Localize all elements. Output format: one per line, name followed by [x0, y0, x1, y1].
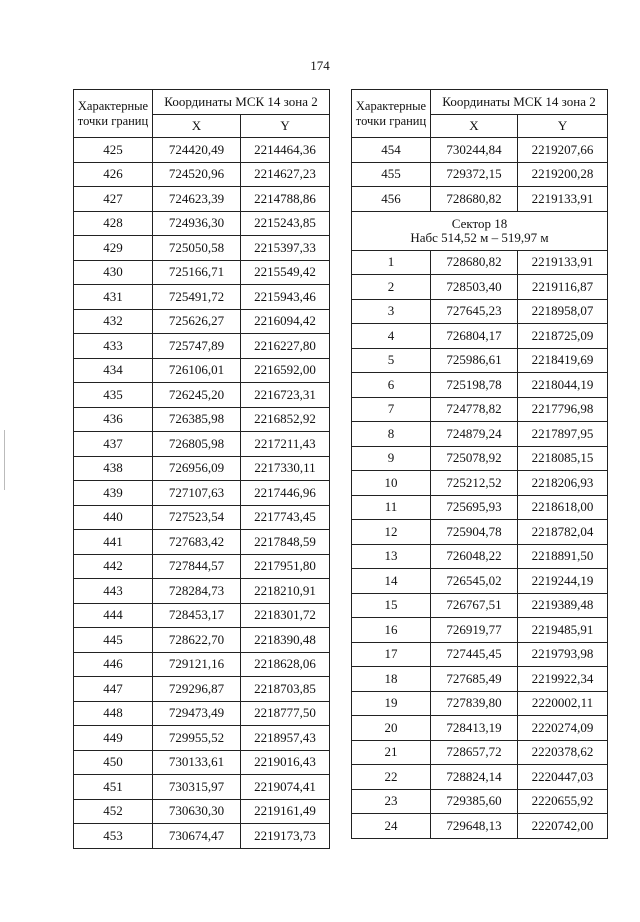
point-number-cell: 17 — [352, 642, 431, 667]
table-row — [74, 407, 330, 432]
y-coordinate-cell: 2218957,43 — [241, 726, 330, 751]
y-coordinate-cell: 2218419,69 — [518, 348, 608, 373]
table-row — [74, 309, 330, 334]
y-coordinate-cell: 2218390,48 — [241, 628, 330, 653]
point-number-cell: 452 — [74, 799, 153, 824]
table-row — [74, 628, 330, 653]
x-coordinate-cell: 726767,51 — [431, 593, 518, 618]
point-number-cell: 455 — [352, 162, 431, 187]
y-coordinate-cell: 2219161,49 — [241, 799, 330, 824]
y-coordinate-cell: 2218725,09 — [518, 324, 608, 349]
y-coordinate-cell: 2218628,06 — [241, 652, 330, 677]
table-row — [74, 726, 330, 751]
y-coordinate-cell: 2216723,31 — [241, 383, 330, 408]
x-coordinate-cell: 724420,49 — [153, 138, 241, 163]
point-number-cell: 453 — [74, 824, 153, 849]
x-coordinate-cell: 727839,80 — [431, 691, 518, 716]
y-coordinate-cell: 2217211,43 — [241, 432, 330, 457]
point-number-cell: 435 — [74, 383, 153, 408]
table-row — [352, 324, 608, 349]
point-number-cell: 440 — [74, 505, 153, 530]
table-row — [74, 799, 330, 824]
x-coordinate-cell: 726919,77 — [431, 618, 518, 643]
x-coordinate-cell: 725078,92 — [431, 446, 518, 471]
x-coordinate-cell: 727844,57 — [153, 554, 241, 579]
x-coordinate-cell: 725747,89 — [153, 334, 241, 359]
y-coordinate-cell: 2219016,43 — [241, 750, 330, 775]
table-row — [74, 260, 330, 285]
x-coordinate-cell: 728503,40 — [431, 275, 518, 300]
header-coordinates-system: Координаты МСК 14 зона 2 — [153, 90, 330, 115]
header-coordinates-system: Координаты МСК 14 зона 2 — [431, 90, 608, 115]
y-coordinate-cell: 2215397,33 — [241, 236, 330, 261]
table-row — [352, 187, 608, 212]
table-row — [352, 471, 608, 496]
x-coordinate-cell: 725986,61 — [431, 348, 518, 373]
y-coordinate-cell: 2214788,86 — [241, 187, 330, 212]
table-row — [352, 422, 608, 447]
header-characteristic-points — [352, 90, 431, 138]
x-coordinate-cell: 725904,78 — [431, 520, 518, 545]
y-coordinate-cell: 2219074,41 — [241, 775, 330, 800]
x-coordinate-cell: 730244,84 — [431, 138, 518, 163]
table-row — [352, 250, 608, 275]
x-coordinate-cell: 726245,20 — [153, 383, 241, 408]
table-row — [352, 162, 608, 187]
x-coordinate-cell: 727523,54 — [153, 505, 241, 530]
x-coordinate-cell: 728284,73 — [153, 579, 241, 604]
x-coordinate-cell: 729648,13 — [431, 814, 518, 839]
point-number-cell: 436 — [74, 407, 153, 432]
point-number-cell: 444 — [74, 603, 153, 628]
x-coordinate-cell: 727683,42 — [153, 530, 241, 555]
table-row — [352, 740, 608, 765]
table-row — [74, 701, 330, 726]
table-row — [74, 530, 330, 555]
point-number-cell: 8 — [352, 422, 431, 447]
left-table-body — [74, 138, 330, 849]
y-coordinate-cell: 2214627,23 — [241, 162, 330, 187]
point-number-cell: 7 — [352, 397, 431, 422]
table-row — [74, 554, 330, 579]
point-number-cell: 449 — [74, 726, 153, 751]
y-coordinate-cell: 2220274,09 — [518, 716, 608, 741]
table-row — [352, 373, 608, 398]
x-coordinate-cell: 729121,16 — [153, 652, 241, 677]
point-number-cell: 450 — [74, 750, 153, 775]
y-coordinate-cell: 2216592,00 — [241, 358, 330, 383]
x-coordinate-cell: 728680,82 — [431, 187, 518, 212]
table-row — [74, 481, 330, 506]
table-row — [74, 138, 330, 163]
sector-height-range: Набс 514,52 м – 519,97 м — [410, 229, 549, 245]
x-coordinate-cell: 724778,82 — [431, 397, 518, 422]
x-coordinate-cell: 727107,63 — [153, 481, 241, 506]
header-y: Y — [518, 115, 608, 138]
x-coordinate-cell: 724520,96 — [153, 162, 241, 187]
point-number-cell: 447 — [74, 677, 153, 702]
x-coordinate-cell: 730315,97 — [153, 775, 241, 800]
x-coordinate-cell: 725212,52 — [431, 471, 518, 496]
table-row — [352, 667, 608, 692]
point-number-cell: 2 — [352, 275, 431, 300]
x-coordinate-cell: 730674,47 — [153, 824, 241, 849]
x-coordinate-cell: 728413,19 — [431, 716, 518, 741]
y-coordinate-cell: 2219485,91 — [518, 618, 608, 643]
scan-edge-mark — [4, 430, 5, 490]
y-coordinate-cell: 2215243,85 — [241, 211, 330, 236]
y-coordinate-cell: 2214464,36 — [241, 138, 330, 163]
x-coordinate-cell: 730630,30 — [153, 799, 241, 824]
y-coordinate-cell: 2217330,11 — [241, 456, 330, 481]
table-row — [352, 691, 608, 716]
table-row — [74, 505, 330, 530]
header-points-line1: Характерные — [355, 98, 427, 113]
point-number-cell: 9 — [352, 446, 431, 471]
point-number-cell: 14 — [352, 569, 431, 594]
x-coordinate-cell: 725198,78 — [431, 373, 518, 398]
point-number-cell: 451 — [74, 775, 153, 800]
y-coordinate-cell: 2218618,00 — [518, 495, 608, 520]
table-row — [74, 677, 330, 702]
header-characteristic-points — [74, 90, 153, 138]
table-row — [352, 814, 608, 839]
y-coordinate-cell: 2220002,11 — [518, 691, 608, 716]
y-coordinate-cell: 2219389,48 — [518, 593, 608, 618]
point-number-cell: 445 — [74, 628, 153, 653]
table-row — [352, 299, 608, 324]
point-number-cell: 426 — [74, 162, 153, 187]
table-row — [352, 716, 608, 741]
point-number-cell: 454 — [352, 138, 431, 163]
header-points-line2: точки границ — [355, 113, 427, 128]
table-row — [352, 765, 608, 790]
point-number-cell: 19 — [352, 691, 431, 716]
sector-header — [352, 211, 608, 250]
y-coordinate-cell: 2219793,98 — [518, 642, 608, 667]
x-coordinate-cell: 729955,52 — [153, 726, 241, 751]
y-coordinate-cell: 2219133,91 — [518, 250, 608, 275]
y-coordinate-cell: 2219173,73 — [241, 824, 330, 849]
point-number-cell: 15 — [352, 593, 431, 618]
y-coordinate-cell: 2218085,15 — [518, 446, 608, 471]
x-coordinate-cell: 726805,98 — [153, 432, 241, 457]
point-number-cell: 18 — [352, 667, 431, 692]
table-row — [352, 348, 608, 373]
y-coordinate-cell: 2218703,85 — [241, 677, 330, 702]
point-number-cell: 438 — [74, 456, 153, 481]
point-number-cell: 456 — [352, 187, 431, 212]
table-row — [74, 162, 330, 187]
header-points-line2: точки границ — [77, 113, 149, 128]
point-number-cell: 434 — [74, 358, 153, 383]
x-coordinate-cell: 727645,23 — [431, 299, 518, 324]
x-coordinate-cell: 726106,01 — [153, 358, 241, 383]
x-coordinate-cell: 725050,58 — [153, 236, 241, 261]
y-coordinate-cell: 2217951,80 — [241, 554, 330, 579]
y-coordinate-cell: 2220655,92 — [518, 789, 608, 814]
y-coordinate-cell: 2217446,96 — [241, 481, 330, 506]
table-row — [352, 275, 608, 300]
x-coordinate-cell: 728657,72 — [431, 740, 518, 765]
point-number-cell: 428 — [74, 211, 153, 236]
y-coordinate-cell: 2218958,07 — [518, 299, 608, 324]
y-coordinate-cell: 2218301,72 — [241, 603, 330, 628]
y-coordinate-cell: 2219244,19 — [518, 569, 608, 594]
point-number-cell: 446 — [74, 652, 153, 677]
y-coordinate-cell: 2217897,95 — [518, 422, 608, 447]
y-coordinate-cell: 2217743,45 — [241, 505, 330, 530]
x-coordinate-cell: 726956,09 — [153, 456, 241, 481]
x-coordinate-cell: 727685,49 — [431, 667, 518, 692]
table-row — [74, 187, 330, 212]
point-number-cell: 430 — [74, 260, 153, 285]
table-row — [74, 456, 330, 481]
point-number-cell: 439 — [74, 481, 153, 506]
table-row — [74, 334, 330, 359]
y-coordinate-cell: 2219922,34 — [518, 667, 608, 692]
point-number-cell: 22 — [352, 765, 431, 790]
point-number-cell: 6 — [352, 373, 431, 398]
table-row — [352, 593, 608, 618]
y-coordinate-cell: 2216094,42 — [241, 309, 330, 334]
y-coordinate-cell: 2216852,92 — [241, 407, 330, 432]
x-coordinate-cell: 725626,27 — [153, 309, 241, 334]
x-coordinate-cell: 725166,71 — [153, 260, 241, 285]
point-number-cell: 16 — [352, 618, 431, 643]
point-number-cell: 4 — [352, 324, 431, 349]
y-coordinate-cell: 2219133,91 — [518, 187, 608, 212]
coordinates-table-right — [351, 89, 608, 839]
x-coordinate-cell: 729296,87 — [153, 677, 241, 702]
y-coordinate-cell: 2219116,87 — [518, 275, 608, 300]
x-coordinate-cell: 724623,39 — [153, 187, 241, 212]
table-row — [352, 618, 608, 643]
y-coordinate-cell: 2218891,50 — [518, 544, 608, 569]
sector-header-row — [352, 211, 608, 250]
x-coordinate-cell: 724936,30 — [153, 211, 241, 236]
point-number-cell: 11 — [352, 495, 431, 520]
x-coordinate-cell: 728622,70 — [153, 628, 241, 653]
point-number-cell: 433 — [74, 334, 153, 359]
x-coordinate-cell: 729473,49 — [153, 701, 241, 726]
table-row — [74, 652, 330, 677]
y-coordinate-cell: 2217848,59 — [241, 530, 330, 555]
point-number-cell: 441 — [74, 530, 153, 555]
x-coordinate-cell: 730133,61 — [153, 750, 241, 775]
point-number-cell: 23 — [352, 789, 431, 814]
point-number-cell: 429 — [74, 236, 153, 261]
table-row — [74, 432, 330, 457]
table-row — [74, 824, 330, 849]
point-number-cell: 5 — [352, 348, 431, 373]
table-row — [74, 285, 330, 310]
y-coordinate-cell: 2215943,46 — [241, 285, 330, 310]
x-coordinate-cell: 724879,24 — [431, 422, 518, 447]
table-row — [352, 789, 608, 814]
header-points-line1: Характерные — [77, 98, 149, 113]
table-row — [74, 236, 330, 261]
x-coordinate-cell: 728824,14 — [431, 765, 518, 790]
table-row — [352, 520, 608, 545]
x-coordinate-cell: 726385,98 — [153, 407, 241, 432]
y-coordinate-cell: 2218044,19 — [518, 373, 608, 398]
y-coordinate-cell: 2218206,93 — [518, 471, 608, 496]
point-number-cell: 10 — [352, 471, 431, 496]
table-row — [74, 579, 330, 604]
y-coordinate-cell: 2220447,03 — [518, 765, 608, 790]
table-row — [74, 603, 330, 628]
point-number-cell: 3 — [352, 299, 431, 324]
point-number-cell: 442 — [74, 554, 153, 579]
point-number-cell: 448 — [74, 701, 153, 726]
x-coordinate-cell: 729372,15 — [431, 162, 518, 187]
x-coordinate-cell: 727445,45 — [431, 642, 518, 667]
y-coordinate-cell: 2219200,28 — [518, 162, 608, 187]
y-coordinate-cell: 2218210,91 — [241, 579, 330, 604]
point-number-cell: 427 — [74, 187, 153, 212]
point-number-cell: 21 — [352, 740, 431, 765]
x-coordinate-cell: 726545,02 — [431, 569, 518, 594]
table-row — [352, 544, 608, 569]
coordinates-table-left — [73, 89, 330, 849]
sector-title: Сектор 18 — [451, 215, 508, 231]
point-number-cell: 425 — [74, 138, 153, 163]
table-row — [74, 211, 330, 236]
table-row — [352, 446, 608, 471]
table-row — [74, 383, 330, 408]
y-coordinate-cell: 2218777,50 — [241, 701, 330, 726]
x-coordinate-cell: 729385,60 — [431, 789, 518, 814]
x-coordinate-cell: 725695,93 — [431, 495, 518, 520]
x-coordinate-cell: 726048,22 — [431, 544, 518, 569]
x-coordinate-cell: 728680,82 — [431, 250, 518, 275]
table-row — [74, 750, 330, 775]
point-number-cell: 1 — [352, 250, 431, 275]
x-coordinate-cell: 726804,17 — [431, 324, 518, 349]
header-x: X — [153, 115, 241, 138]
page-number: 174 — [310, 58, 330, 73]
point-number-cell: 13 — [352, 544, 431, 569]
y-coordinate-cell: 2218782,04 — [518, 520, 608, 545]
table-row — [352, 138, 608, 163]
table-row — [352, 397, 608, 422]
y-coordinate-cell: 2217796,98 — [518, 397, 608, 422]
y-coordinate-cell: 2220742,00 — [518, 814, 608, 839]
table-row — [74, 775, 330, 800]
y-coordinate-cell: 2220378,62 — [518, 740, 608, 765]
table-row — [352, 569, 608, 594]
y-coordinate-cell: 2215549,42 — [241, 260, 330, 285]
header-y: Y — [241, 115, 330, 138]
point-number-cell: 20 — [352, 716, 431, 741]
x-coordinate-cell: 725491,72 — [153, 285, 241, 310]
x-coordinate-cell: 728453,17 — [153, 603, 241, 628]
table-row — [352, 642, 608, 667]
right-table-body — [352, 138, 608, 839]
point-number-cell: 12 — [352, 520, 431, 545]
header-x: X — [431, 115, 518, 138]
point-number-cell: 437 — [74, 432, 153, 457]
table-row — [74, 358, 330, 383]
point-number-cell: 432 — [74, 309, 153, 334]
point-number-cell: 24 — [352, 814, 431, 839]
y-coordinate-cell: 2219207,66 — [518, 138, 608, 163]
point-number-cell: 431 — [74, 285, 153, 310]
point-number-cell: 443 — [74, 579, 153, 604]
y-coordinate-cell: 2216227,80 — [241, 334, 330, 359]
table-row — [352, 495, 608, 520]
